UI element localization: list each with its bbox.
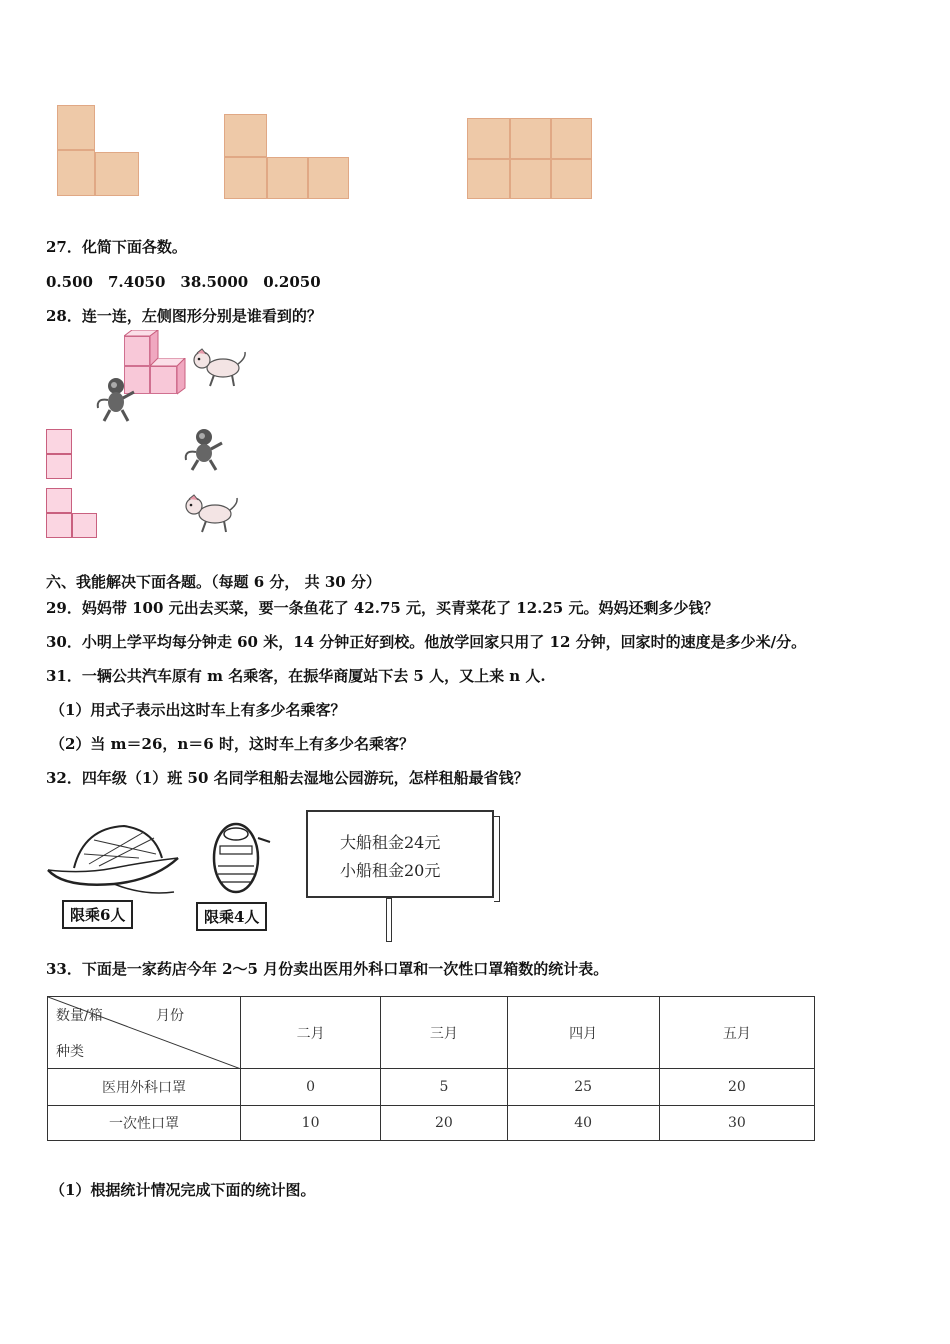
table-cell: 5 bbox=[381, 1069, 507, 1106]
q31-text: 31．一辆公共汽车原有 m 名乘客，在振华商厦站下去 5 人，又上来 n 人. bbox=[46, 667, 546, 685]
cube-row-top bbox=[150, 358, 190, 368]
big-boat-icon bbox=[44, 818, 182, 898]
sign-line-2: 小船租金20元 bbox=[340, 861, 441, 880]
row-name: 一次性口罩 bbox=[48, 1106, 241, 1141]
row-name: 医用外科口罩 bbox=[48, 1069, 241, 1106]
month-header: 四月 bbox=[507, 997, 659, 1069]
sign-edge bbox=[494, 816, 500, 902]
q27-numbers: 0.500 7.4050 38.5000 0.2050 bbox=[46, 273, 321, 291]
header-month: 月份 bbox=[156, 1008, 184, 1024]
month-header: 三月 bbox=[381, 997, 507, 1069]
table-row bbox=[48, 1069, 815, 1106]
q32-text: 32．四年级（1）班 50 名同学租船去湿地公园游玩，怎样租船最省钱？ bbox=[46, 769, 529, 787]
table-cell: 40 bbox=[507, 1106, 659, 1141]
header-qty: 数量/箱 bbox=[56, 1008, 103, 1024]
monkey-icon bbox=[92, 376, 140, 424]
rental-sign bbox=[306, 810, 494, 898]
dog-icon bbox=[188, 346, 248, 390]
q31-sub2: （2）当 m＝26，n＝6 时，这时车上有多少名乘客？ bbox=[50, 735, 414, 753]
dog-icon bbox=[180, 492, 240, 536]
small-boat-icon bbox=[200, 816, 272, 896]
header-kind: 种类 bbox=[56, 1044, 84, 1060]
q29-text: 29．妈妈带 100 元出去买菜，要一条鱼花了 42.75 元，买青菜花了 12.25 元。妈妈还剩多少钱？ bbox=[46, 599, 719, 617]
sign-line-1: 大船租金24元 bbox=[340, 833, 441, 852]
q33-text: 33．下面是一家药店今年 2～5 月份卖出医用外科口罩和一次性口罩箱数的统计表。 bbox=[46, 960, 609, 978]
q31-sub1: （1）用式子表示出这时车上有多少名乘客？ bbox=[50, 701, 346, 719]
section6-title: 六、我能解决下面各题。（每题 6 分， 共 30 分） bbox=[46, 573, 381, 591]
table-cell: 10 bbox=[240, 1106, 380, 1141]
big-boat-limit: 限乘6人 bbox=[62, 900, 133, 929]
mask-sales-table bbox=[47, 996, 815, 1141]
table-cell: 0 bbox=[240, 1069, 380, 1106]
table-cell: 30 bbox=[659, 1106, 814, 1141]
table-cell: 25 bbox=[507, 1069, 659, 1106]
month-header: 五月 bbox=[659, 997, 814, 1069]
table-cell: 20 bbox=[381, 1106, 507, 1141]
q33-sub1: （1）根据统计情况完成下面的统计图。 bbox=[50, 1181, 316, 1199]
q27-title: 27．化简下面各数。 bbox=[46, 238, 187, 256]
monkey-icon bbox=[182, 428, 228, 472]
month-header: 二月 bbox=[240, 997, 380, 1069]
table-row bbox=[48, 1106, 815, 1141]
q28-title: 28．连一连，左侧图形分别是谁看到的？ bbox=[46, 307, 322, 325]
sign-post bbox=[386, 898, 392, 942]
q30-text: 30．小明上学平均每分钟走 60 米，14 分钟正好到校。他放学回家只用了 12 分钟，回家时的速度是多少米/分。 bbox=[46, 633, 807, 651]
small-boat-limit: 限乘4人 bbox=[196, 902, 267, 931]
table-corner-header bbox=[48, 997, 241, 1069]
table-cell: 20 bbox=[659, 1069, 814, 1106]
